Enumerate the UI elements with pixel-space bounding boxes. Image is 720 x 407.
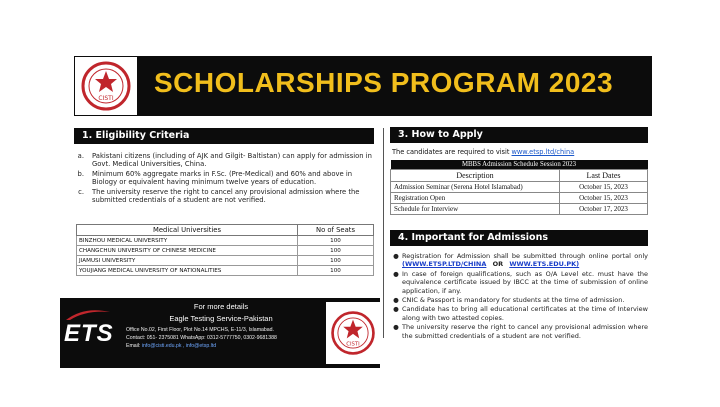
apply-link[interactable]: www.etsp.ltd/china: [511, 148, 575, 156]
svg-text:CISTI: CISTI: [98, 95, 114, 102]
contact-box: [60, 298, 380, 368]
portal-link-ets[interactable]: WWW.ETS.EDU.PK): [509, 260, 580, 269]
university-seats: 100: [298, 236, 374, 246]
list-text: Pakistani citizens (including of AJK and Gilgit- Baltistan) can apply for admission in Govt. Medical Universities, China.: [92, 152, 372, 169]
important-list: [390, 252, 648, 341]
list-item: [390, 270, 648, 295]
schedule-caption: MBBS Admission Schedule Session 2023: [391, 160, 648, 170]
schedule-date: October 15, 2023: [560, 182, 648, 193]
cisti-logo: [74, 56, 138, 116]
ets-logo: ETS: [64, 320, 114, 347]
list-item: [74, 170, 376, 187]
apply-intro: [392, 148, 574, 156]
university-name: JIAMUSI UNIVERSITY: [77, 256, 298, 266]
schedule-description: Schedule for Interview: [391, 204, 560, 215]
schedule-date: October 17, 2023: [560, 204, 648, 215]
contact-address: Office No.02, First Floor, Plot No.14 MPCHS, E-11/3, Islamabad.: [126, 327, 274, 333]
cisti-emblem-icon: [329, 309, 377, 357]
contact-email: [126, 342, 316, 350]
university-name: BINZHOU MEDICAL UNIVERSITY: [77, 236, 298, 246]
important-heading: 4. Important for Admissions: [390, 230, 648, 246]
column-header-dates: Last Dates: [560, 170, 648, 182]
schedule-description: Admission Seminar (Serena Hotel Islamabad): [391, 182, 560, 193]
list-item: [390, 252, 648, 269]
university-seats: 100: [298, 266, 374, 276]
table-row: [77, 236, 374, 246]
list-item: [74, 188, 376, 205]
contact-line-1: For more details: [193, 302, 249, 311]
schedule-caption-row: [391, 160, 648, 170]
list-text-part: Registration for Admission shall be submitted through online portal only: [402, 252, 648, 260]
list-marker: c.: [78, 187, 84, 196]
column-header-university: Medical Universities: [77, 225, 298, 236]
list-item: [74, 152, 376, 169]
eligibility-heading: 1. Eligibility Criteria: [74, 128, 374, 144]
bullet-icon: ●: [393, 296, 399, 305]
list-item: [390, 296, 648, 304]
contact-phones: Contact: 051- 2375081 WhatsApp: 0312-5777750, 0302-9681388: [126, 335, 277, 341]
schedule-description: Registration Open: [391, 193, 560, 204]
eligibility-list: [74, 152, 376, 205]
list-text: The university reserve the right to cancel any provisional admission where the submitted credentials of a student are not verified.: [92, 187, 360, 205]
list-text: Minimum 60% aggregate marks in F.Sc. (Pre-Medical) and 60% and above in Biology or equivalent having minimum twelve years of education.: [92, 169, 353, 187]
apply-intro-text: The candidates are required to visit: [392, 148, 510, 156]
apply-heading: 3. How to Apply: [390, 127, 648, 143]
svg-text:CISTI: CISTI: [346, 341, 360, 348]
list-marker: a.: [77, 152, 84, 160]
or-separator: OR: [492, 260, 504, 269]
university-name: YOUJIANG MEDICAL UNIVERSITY OF NATIONALITIES: [77, 266, 298, 276]
cisti-emblem-icon: [79, 59, 133, 113]
contact-details: [126, 302, 316, 350]
list-item: [390, 323, 648, 340]
bullet-icon: ●: [393, 305, 399, 314]
bullet-icon: ●: [393, 323, 399, 332]
email-label: Email:: [126, 343, 141, 349]
list-text: [402, 252, 648, 269]
list-text: In case of foreign qualifications, such as O/A Level etc. must have the equivalence certificate issued by IBCC at the time of submission of online application, if any.: [402, 269, 648, 295]
table-header-row: [77, 225, 374, 236]
page-title: SCHOLARSHIPS PROGRAM 2023: [154, 67, 614, 98]
schedule-date: October 15, 2023: [560, 193, 648, 204]
column-divider: [383, 128, 384, 338]
email-link[interactable]: info@cisti.edu.pk , info@etsp.ltd: [141, 343, 217, 349]
column-header-description: Description: [391, 170, 560, 182]
universities-table: [76, 224, 374, 276]
list-text: The university reserve the right to cancel any provisional admission where the submitted credentials of a student are not verified.: [402, 323, 648, 340]
list-marker: b.: [77, 169, 84, 178]
contact-org-name: Eagle Testing Service-Pakistan: [169, 314, 273, 323]
bullet-icon: ●: [393, 269, 399, 278]
table-row: [77, 246, 374, 256]
bullet-icon: ●: [393, 252, 399, 260]
university-seats: 100: [298, 256, 374, 266]
cisti-logo-small: [326, 302, 380, 364]
table-row: [391, 182, 648, 193]
column-header-seats: No of Seats: [298, 225, 374, 236]
table-row: [77, 266, 374, 276]
list-item: [390, 305, 648, 322]
table-row: [391, 204, 648, 215]
university-name: CHANGCHUN UNIVERSITY OF CHINESE MEDICINE: [77, 246, 298, 256]
table-row: [391, 193, 648, 204]
header-banner: [74, 56, 652, 116]
list-text: Candidate has to bring all educational certificates at the time of Interview along with two attested copies.: [402, 305, 648, 322]
table-header-row: [391, 170, 648, 182]
schedule-table: [390, 160, 648, 215]
table-row: [77, 256, 374, 266]
portal-link-etsp[interactable]: (WWW.ETSP.LTD/CHINA: [402, 260, 487, 269]
university-seats: 100: [298, 246, 374, 256]
list-text: CNIC & Passport is mandatory for students at the time of admission.: [402, 296, 625, 305]
